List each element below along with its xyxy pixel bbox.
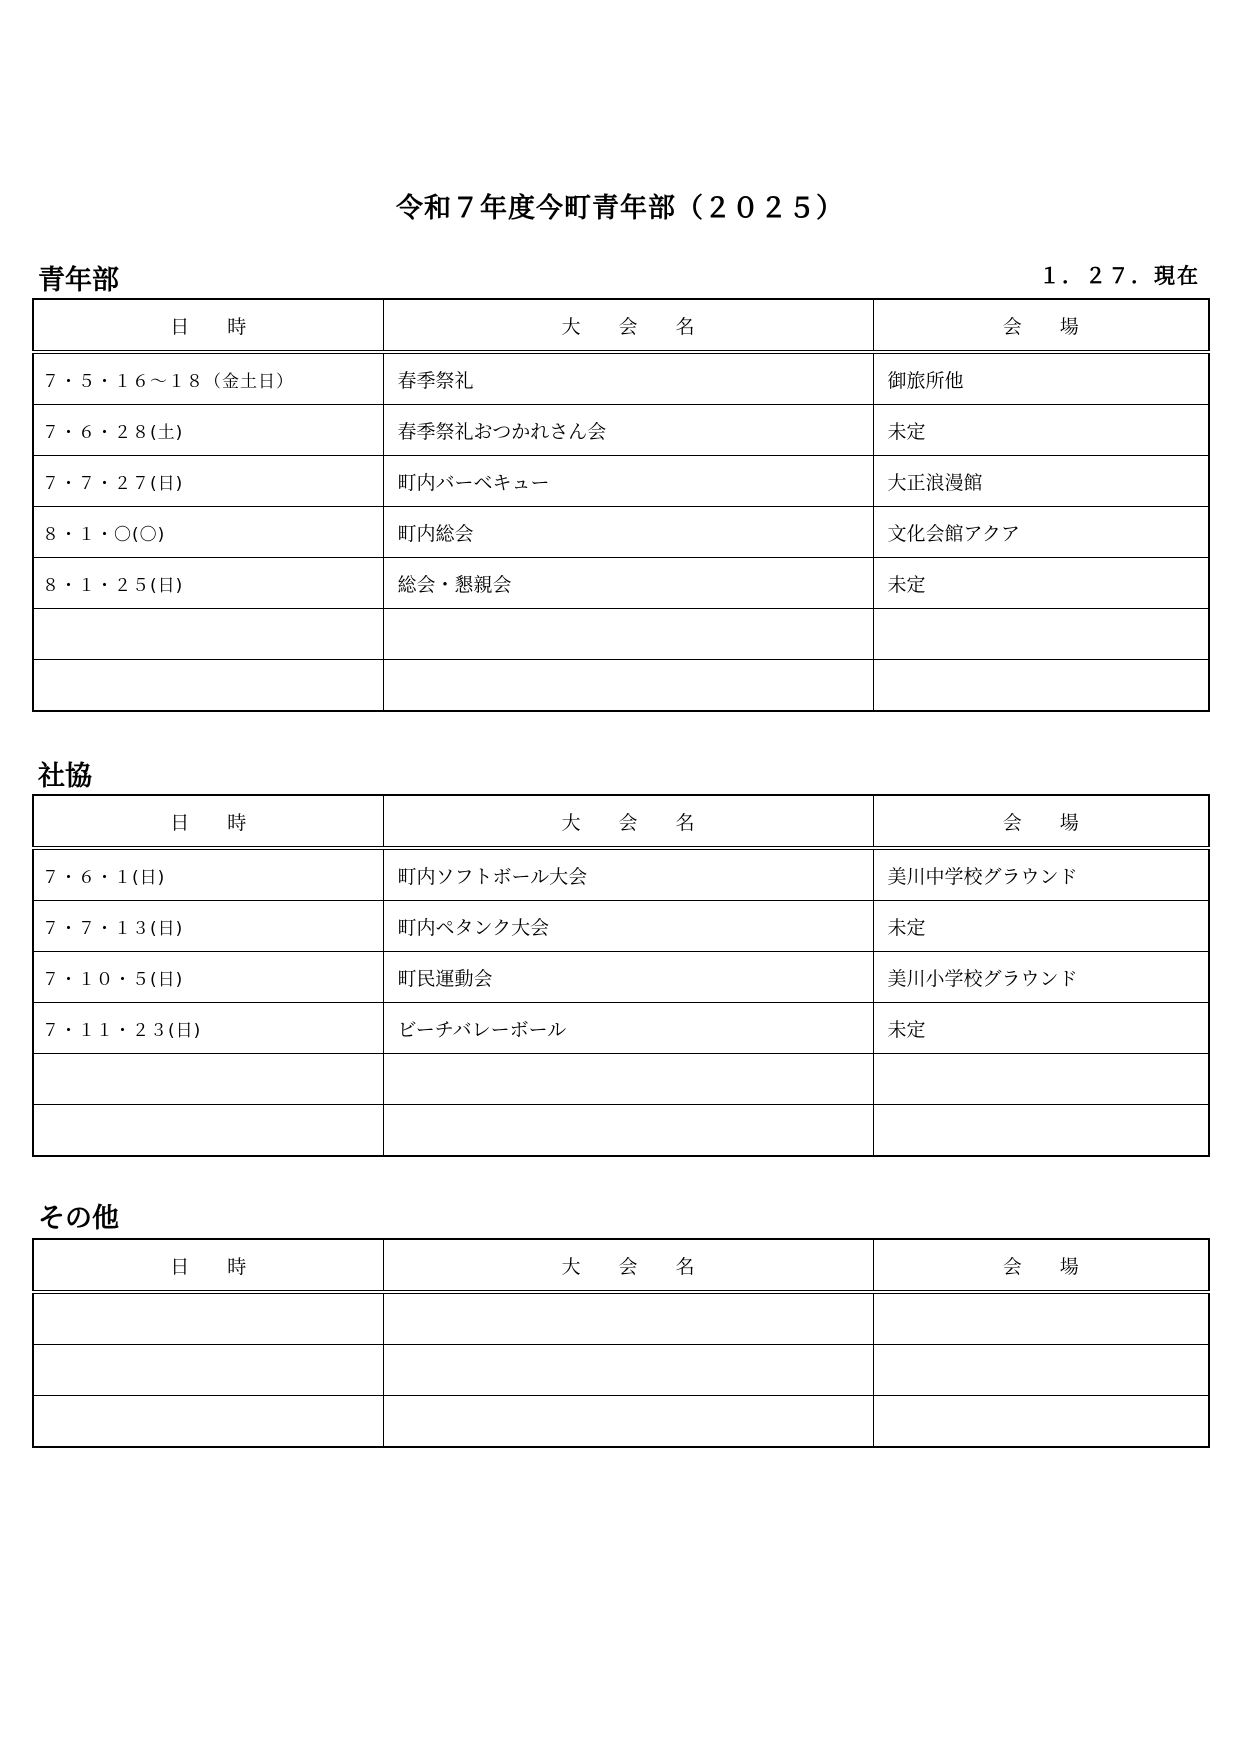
row-event xyxy=(383,1345,873,1396)
row-event: ビーチバレーボール xyxy=(383,1003,873,1054)
schedule-table-sonota xyxy=(32,1238,1210,1448)
row-venue: 文化会館アクア xyxy=(873,507,1209,558)
row-venue: 未定 xyxy=(873,405,1209,456)
row-venue: 未定 xyxy=(873,558,1209,609)
row-date: ７・１０・５(日) xyxy=(33,952,383,1003)
as-of-date: １．２７．現在 xyxy=(1039,264,1200,288)
header-date: 日 時 xyxy=(33,795,383,848)
table-row-empty xyxy=(33,660,1209,712)
row-event xyxy=(383,1292,873,1345)
row-event xyxy=(383,1054,873,1105)
table-header-row xyxy=(33,795,1209,848)
row-venue: 美川小学校グラウンド xyxy=(873,952,1209,1003)
row-date: ７・６・１(日) xyxy=(33,848,383,901)
row-venue: 未定 xyxy=(873,901,1209,952)
table-row-empty xyxy=(33,609,1209,660)
row-event: 春季祭礼おつかれさん会 xyxy=(383,405,873,456)
row-date xyxy=(33,609,383,660)
document-title: 令和７年度今町青年部（２０２５） xyxy=(396,193,844,224)
row-date xyxy=(33,1105,383,1157)
table-row-empty xyxy=(33,1054,1209,1105)
section-heading-sonota: その他 xyxy=(38,1203,119,1234)
row-date: ７・７・１３(日) xyxy=(33,901,383,952)
table-row xyxy=(33,558,1209,609)
row-event xyxy=(383,609,873,660)
row-event: 町内ソフトボール大会 xyxy=(383,848,873,901)
table-row xyxy=(33,848,1209,901)
table-row xyxy=(33,1003,1209,1054)
row-date xyxy=(33,1396,383,1448)
header-event: 大 会 名 xyxy=(383,795,873,848)
row-venue xyxy=(873,1105,1209,1157)
row-date xyxy=(33,1292,383,1345)
table-row xyxy=(33,901,1209,952)
table-row-empty xyxy=(33,1292,1209,1345)
row-venue: 未定 xyxy=(873,1003,1209,1054)
table-header-row xyxy=(33,1239,1209,1292)
row-venue xyxy=(873,1292,1209,1345)
header-event: 大 会 名 xyxy=(383,1239,873,1292)
header-venue: 会 場 xyxy=(873,299,1209,352)
row-event: 町内バーベキュー xyxy=(383,456,873,507)
table-row xyxy=(33,507,1209,558)
row-venue xyxy=(873,609,1209,660)
row-event: 総会・懇親会 xyxy=(383,558,873,609)
row-event xyxy=(383,1105,873,1157)
section-heading-seinenbu: 青年部 xyxy=(38,265,119,296)
row-date: ７・１１・２３(日) xyxy=(33,1003,383,1054)
row-venue: 御旅所他 xyxy=(873,352,1209,405)
row-venue xyxy=(873,1396,1209,1448)
row-venue: 大正浪漫館 xyxy=(873,456,1209,507)
table-row-empty xyxy=(33,1345,1209,1396)
table-header-row xyxy=(33,299,1209,352)
row-event: 町内総会 xyxy=(383,507,873,558)
row-venue: 美川中学校グラウンド xyxy=(873,848,1209,901)
row-date: ７・６・２８(土) xyxy=(33,405,383,456)
row-event: 町民運動会 xyxy=(383,952,873,1003)
row-venue xyxy=(873,1345,1209,1396)
row-date xyxy=(33,1345,383,1396)
row-venue xyxy=(873,1054,1209,1105)
row-event: 町内ペタンク大会 xyxy=(383,901,873,952)
table-row xyxy=(33,405,1209,456)
header-date: 日 時 xyxy=(33,1239,383,1292)
table-row-empty xyxy=(33,1105,1209,1157)
schedule-table-seinenbu xyxy=(32,298,1210,712)
header-venue: 会 場 xyxy=(873,795,1209,848)
schedule-table-shakyo xyxy=(32,794,1210,1157)
row-date: ７・５・１６〜１８（金土日） xyxy=(33,352,383,405)
header-event: 大 会 名 xyxy=(383,299,873,352)
table-row xyxy=(33,952,1209,1003)
header-date: 日 時 xyxy=(33,299,383,352)
table-row xyxy=(33,456,1209,507)
header-venue: 会 場 xyxy=(873,1239,1209,1292)
row-date: ７・７・２７(日) xyxy=(33,456,383,507)
row-event: 春季祭礼 xyxy=(383,352,873,405)
row-date xyxy=(33,1054,383,1105)
row-event xyxy=(383,1396,873,1448)
table-row xyxy=(33,352,1209,405)
section-heading-shakyo: 社協 xyxy=(38,761,92,792)
row-date: ８・１・２５(日) xyxy=(33,558,383,609)
row-event xyxy=(383,660,873,712)
table-row-empty xyxy=(33,1396,1209,1448)
row-venue xyxy=(873,660,1209,712)
row-date xyxy=(33,660,383,712)
row-date: ８・１・〇(〇) xyxy=(33,507,383,558)
